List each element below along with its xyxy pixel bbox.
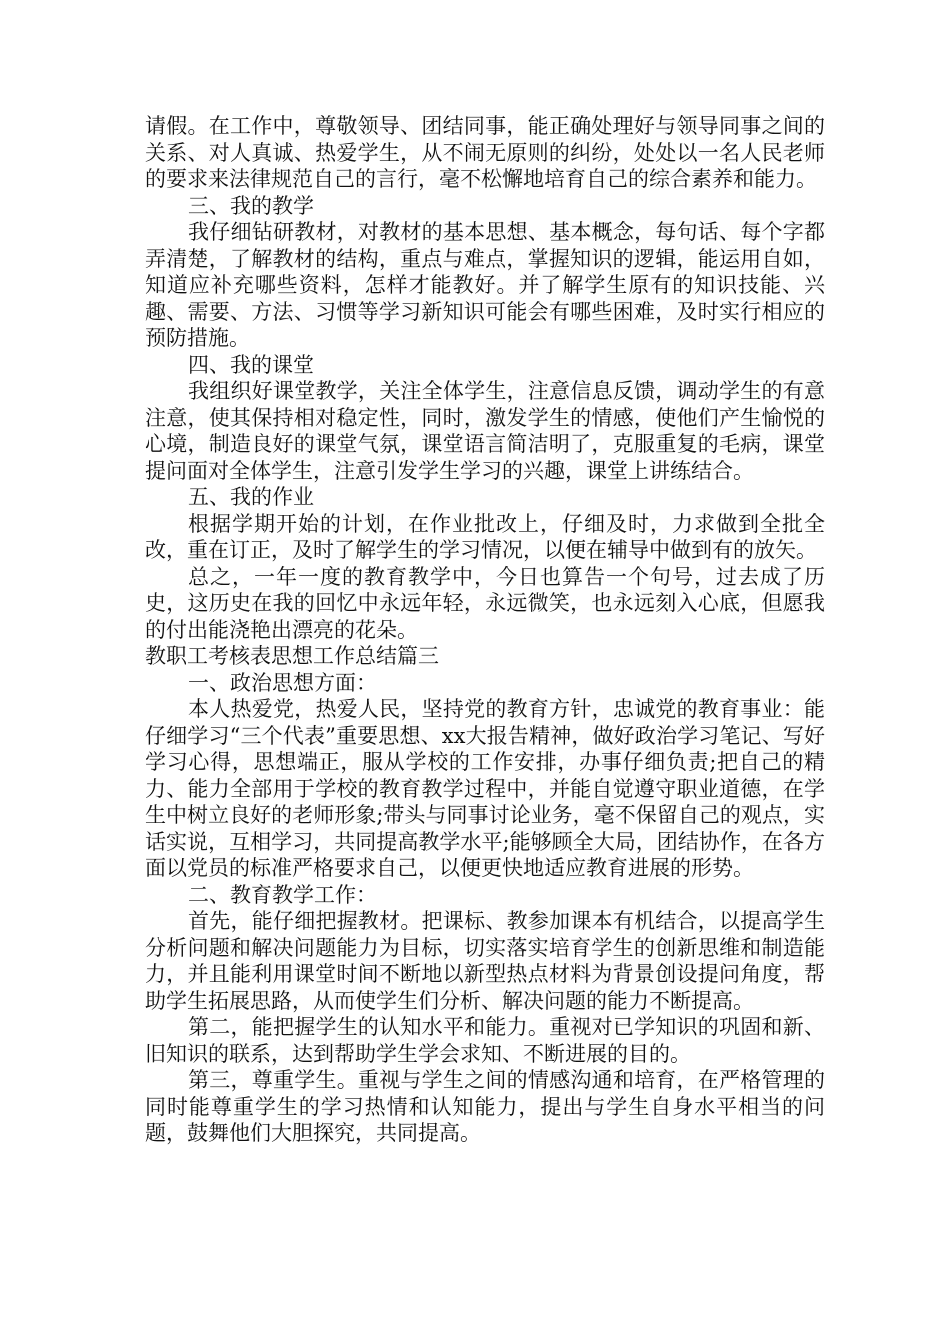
paragraph-third: 第三，尊重学生。重视与学生之间的情感沟通和培育，在严格管理的同时能尊重学生的学习热情和认知能力，提出与学生自身水平相当的问题，鼓舞他们大胆探究，共同提高。: [145, 1068, 825, 1145]
section-heading-education: 二、教育教学工作：: [188, 882, 377, 907]
section-heading-teaching: 三、我的教学: [188, 193, 314, 218]
paragraph-classroom: 我组织好课堂教学，关注全体学生，注意信息反馈，调动学生的有意注意，使其保持相对稳定性，同时，激发学生的情感，使他们产生愉悦的心境，制造良好的课堂气氛，课堂语言简洁明了，克服重复的毛病，课堂提问面对全体学生，注意引发学生学习的兴趣，课堂上讲练结合。: [145, 379, 825, 483]
paragraph-teaching: 我仔细钻研教材，对教材的基本思想、基本概念，每句话、每个字都弄清楚，了解教材的结构，重点与难点，掌握知识的逻辑，能运用自如，知道应补充哪些资料，怎样才能教好。并了解学生原有的知识技能、兴趣、需要、方法、习惯等学习新知识可能会有哪些困难，及时实行相应的预防措施。: [145, 220, 825, 350]
paragraph-continued: 请假。在工作中，尊敬领导、团结同事，能正确处理好与领导同事之间的关系、对人真诚、热爱学生，从不闹无原则的纠纷，处处以一名人民老师的要求来法律规范自己的言行，毫不松懈地培育自己的综合素养和能力。: [145, 114, 825, 191]
paragraph-second: 第二，能把握学生的认知水平和能力。重视对已学知识的巩固和新、旧知识的联系，达到帮助学生学会求知、不断进展的目的。: [145, 1015, 825, 1066]
paragraph-political: 本人热爱党，热爱人民，坚持党的教育方针，忠诚党的教育事业：能仔细学习“三个代表”重要思想、xx大报告精神，做好政治学习笔记、写好学习心得，思想端正，服从学校的工作安排，办事仔细负责;把自己的精力、能力全部用于学校的教育教学过程中，并能自觉遵守职业道德，在学生中树立良好的老师形象;带头与同事讨论业务，毫不保留自己的观点，实话实说，互相学习，共同提高教学水平;能够顾全大局，团结协作，在各方面以党员的标准严格要求自己，以便更快地适应教育进展的形势。: [145, 697, 825, 880]
article-title: 教职工考核表思想工作总结篇三: [145, 644, 439, 668]
section-heading-homework: 五、我的作业: [188, 485, 314, 509]
section-heading-classroom: 四、我的课堂: [188, 352, 314, 377]
paragraph-conclusion: 总之，一年一度的教育教学中，今日也算告一个句号，过去成了历史，这历史在我的回忆中永远年轻，永远微笑，也永远刻入心底，但愿我的付出能浇艳出漂亮的花朵。: [145, 564, 825, 642]
section-heading-political: 一、政治思想方面：: [188, 670, 377, 695]
paragraph-first: 首先，能仔细把握教材。把课标、教参加课本有机结合，以提高学生分析问题和解决问题能力为目标，切实落实培育学生的创新思维和制造能力，并且能利用课堂时间不断地以新型热点材料为背景创设提问角度，帮助学生拓展思路，从而使学生们分析、解决问题的能力不断提高。: [145, 909, 825, 1013]
paragraph-homework: 根据学期开始的计划，在作业批改上，仔细及时，力求做到全批全改，重在订正，及时了解学生的学习情况，以便在辅导中做到有的放矢。: [145, 511, 825, 562]
document-page: [145, 113, 825, 1147]
